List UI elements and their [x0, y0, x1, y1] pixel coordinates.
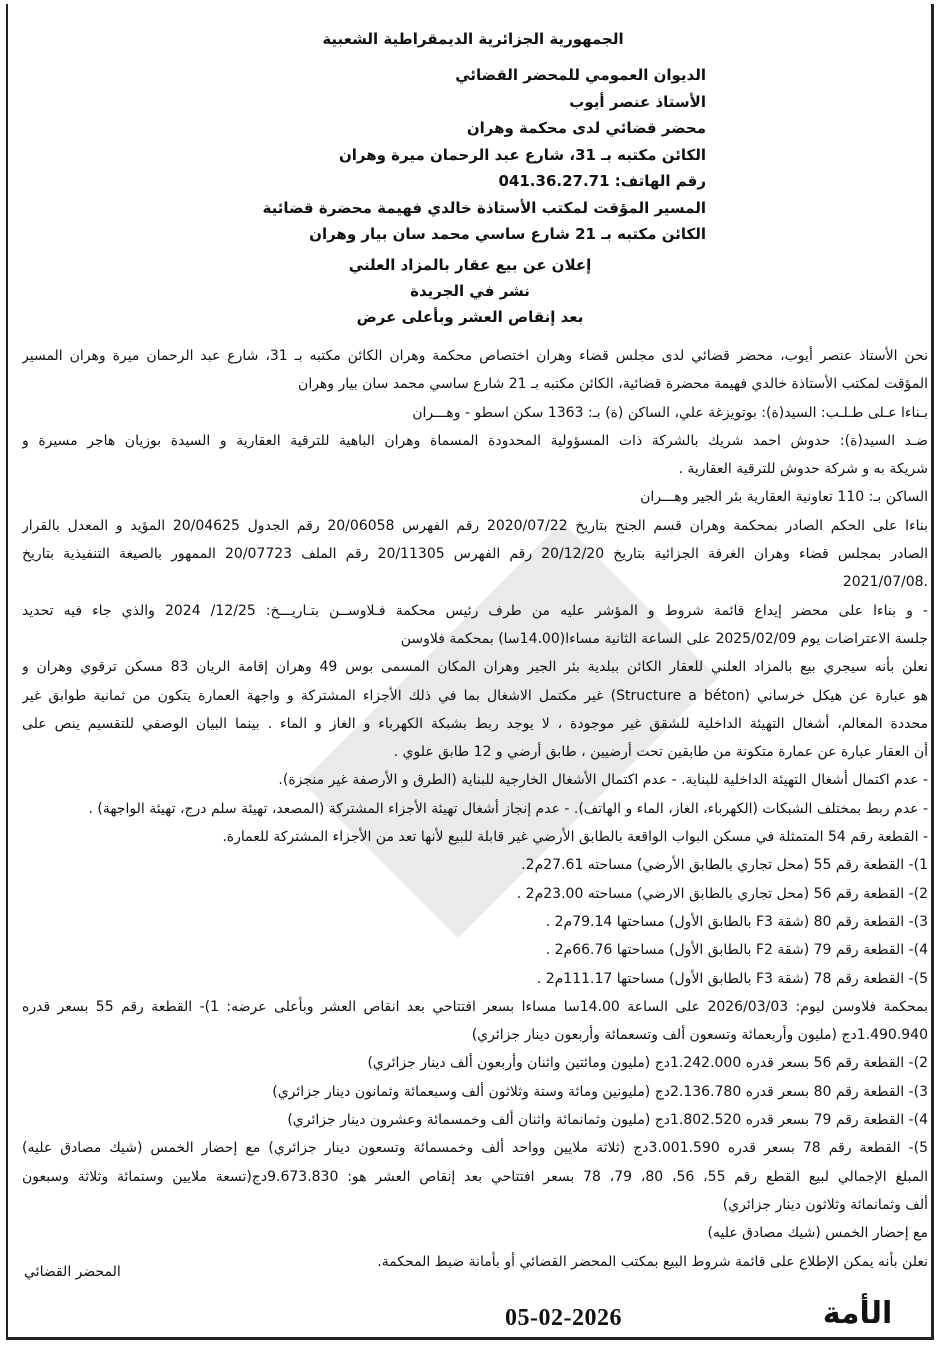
body-line: الساكن بـ: 110 تعاونية العقارية بئر الجير وهـــران — [640, 489, 928, 506]
body-line: محددة المعالم، أشغال التهيئة الداخلية للشقق غير موجودة ، لا يوجد ربط بشبكة الكهرباء و الغاز و الماء . بينما البيان الوصفي للتقسيم ينص على — [22, 715, 928, 732]
body-line: جلسة الاعتراضات يوم 2025/02/09 على الساعة الثانية مساءا(14.00سا) بمحكمة فلاوسن — [400, 630, 928, 647]
body-line: بمحكمة فلاوسن ليوم: 2026/03/03 على الساعة 14.00سا مساءا بسعر افتتاحي بعد انقاص العشر وبأعلى عرضه: 1)- القطعة رقم 55 بسعر قدره — [22, 998, 928, 1015]
body-line: 1.490.940دج (مليون وأربعمائة وتسعون ألف وتسعمائة وأربعون دينار جزائري) — [471, 1027, 928, 1044]
header-line: الكائن مكتبه بـ 21 شارع ساسي محمد سان بيار وهران — [309, 225, 706, 243]
notice-heading — [290, 252, 650, 330]
body-line: الصادر بمجلس قضاء وهران الغرفة الجزائية بتاريخ 20/12/20 رقم الفهرس 20/11305 رقم الملف 20/07723 الممهور بالصيغة التنفيذية بتاريخ — [22, 546, 928, 563]
body-line: .2021/07/08 — [842, 574, 928, 591]
heading-line: نشر في الجريدة — [410, 282, 530, 300]
body-line: هو عبارة عن هيكل خرساني (Structure a béton) غير مكتمل الاشغال بما في ذلك الأجزاء المشتركة و واجهة العمارة يتكون من ثمانية طوابق غير — [22, 687, 928, 704]
header-line: الديوان العمومي للمحضر القضائي — [455, 66, 706, 84]
body-line: 5)- القطعة رقم 78 (شقة F3 بالطابق الأول) مساحتها 111.17م2 . — [536, 970, 928, 987]
header-line: محضر قضائي لدى محكمة وهران — [466, 119, 706, 137]
publication-date: 05-02-2026 — [505, 1305, 622, 1331]
body-line: المبلغ الإجمالي لبيع القطع رقم 55، 56، 80، 79، 78 بسعر افتتاحي بعد إنقاص العشر هو: 9.673.830دج(تسعة ملايين وستمائة وثلاثة وسبعون — [22, 1168, 928, 1185]
body-line: - عدم ربط بمختلف الشبكات (الكهرباء، الغاز، الماء و الهاتف). - عدم إنجاز أشغال تهيئة الأجزاء المشتركة (المصعد، تهيئة سلم درج، تهيئة الواجهة) . — [88, 800, 928, 817]
body-line: - القطعة رقم 54 المتمثلة في مسكن البواب الواقعة بالطابق الأرضي غير قابلة للبيع لأنها تعد من الأجزاء المشتركة للعمارة. — [222, 829, 928, 846]
body-line: - و بناءا على محضر إيداع قائمة شروط و المؤشر عليه من طرف رئيس محكمة فـلاوســن بتـاريـــخ: 12/25/ 2024 والذي جاء فيه تحديد — [22, 602, 928, 619]
body-line: نعلن بأنه سيجري بيع بالمزاد العلني للعقار الكائن ببلدية بئر الجير وهران المكان المسمى بوس 49 وهران إقامة الريان 83 مسكن ترقوي وهران و — [22, 659, 928, 676]
header-line: الكائن مكتبه بـ 31، شارع عبد الرحمان ميرة وهران — [338, 145, 706, 164]
body-line: مع إحضار الخمس (شيك مصادق عليه) — [707, 1225, 928, 1242]
body-line: 3)- القطعة رقم 80 بسعر قدره 2.136.780دج (مليونين ومائة وستة وثلاثون ألف وسبعمائة وثمانون دينار جزائري) — [272, 1083, 928, 1100]
body-line: 4)- القطعة رقم 79 بسعر قدره 1.802.520دج (مليون وثمانمائة واثنان ألف وخمسمائة وعشرون دينار جزائري) — [287, 1112, 928, 1129]
body-line: 2)- القطعة رقم 56 (محل تجاري بالطابق الارضي) مساحته 23.00م2 . — [516, 885, 928, 902]
body-line: 4)- القطعة رقم 79 (شقة F2 بالطابق الأول) مساحتها 66.76م2 . — [545, 942, 928, 959]
header-line: رقم الهاتف: 041.36.27.71 — [498, 172, 706, 190]
body-line: 3)- القطعة رقم 80 (شقة F3 بالطابق الأول) مساحتها 79.14م2 . — [545, 913, 928, 930]
body-line: - عدم اكتمال أشغال التهيئة الداخلية للبناية. - عدم اكتمال الأشغال الخارجية للبناية (الطرق و الأرصفة غير منجزة). — [278, 772, 928, 789]
header-line: المسير المؤقت لمكتب الأستاذة خالدي فهيمة محضرة قضائية — [262, 198, 706, 217]
body-line: أن العقار عبارة عن عمارة متكونة من طابقين تحت أرضيين ، طابق أرضي و 12 طابق علوي . — [393, 744, 928, 761]
newspaper-logo — [790, 1296, 925, 1340]
notice-body — [22, 342, 928, 1276]
body-line: بناءا على الحكم الصادر بمحكمة وهران قسم الجنح بتاريخ 2020/07/22 رقم الفهرس 20/06058 رقم الجدول 20/04625 المؤيد و المعدل بالقرار — [22, 517, 928, 534]
header-line: الأستاذ عنصر أيوب — [569, 92, 706, 111]
body-line: 1)- القطعة رقم 55 (محل تجاري بالطابق الأرضي) مساحته 27.61م2. — [521, 857, 928, 874]
heading-line: بعد إنقاص العشر وبأعلى عرض — [356, 308, 584, 326]
body-line: ألف وثمانمائة وثلاثون دينار جزائري) — [722, 1196, 928, 1213]
logo-text: الأمة — [822, 1296, 893, 1331]
body-line: بـناءا عـلى طـلـب: السيد(ة): بوتويزغة علي، الساكن (ة) بـ: 1363 سكن اسطو - وهـــران — [412, 404, 928, 421]
body-line: 5)- القطعة رقم 78 بسعر قدره 3.001.590دج (ثلاثة ملايين وواحد ألف وخمسمائة وتسعون دينار جزائري) مع إحضار الخمس (شيك مصادق عليه) — [22, 1140, 928, 1157]
body-line: نحن الأستاذ عنصر أيوب، محضر قضائي لدى مجلس قضاء وهران اختصاص محكمة وهران الكائن مكتبه بـ 31، شارع عبد الرحمان ميرة وهران المسير — [22, 348, 928, 364]
signature-label: المحضر القضائي — [24, 1264, 121, 1280]
office-header — [263, 62, 706, 248]
heading-line: إعلان عن بيع عقار بالمزاد العلني — [348, 256, 592, 274]
body-line: نعلن بأنه يمكن الإطلاع على قائمة شروط البيع بمكتب المحضر القضائي أو بأمانة ضبط المحكمة. — [377, 1253, 928, 1270]
body-line: المؤقت لمكتب الأستاذة خالدي فهيمة محضرة قضائية، الكائن مكتبه بـ 21 شارع ساسي محمد سان بيار وهران — [298, 376, 928, 393]
body-line: ضـد السيد(ة): حدوش احمد شريك بالشركة ذات المسؤولية المحدودة المسماة وهران الباهية للترقية العقارية و السيدة بوزيان هاجر مسيرة و — [22, 432, 928, 449]
body-line: 2)- القطعة رقم 56 بسعر قدره 1.242.000دج (مليون ومائتين واثنان وأربعون ألف دينار جزائري) — [367, 1055, 928, 1072]
body-line: شريكة به و شركة حدوش للترقية العقارية . — [678, 461, 928, 478]
document-title: الجمهورية الجزائرية الديمقراطية الشعبية — [322, 30, 624, 48]
